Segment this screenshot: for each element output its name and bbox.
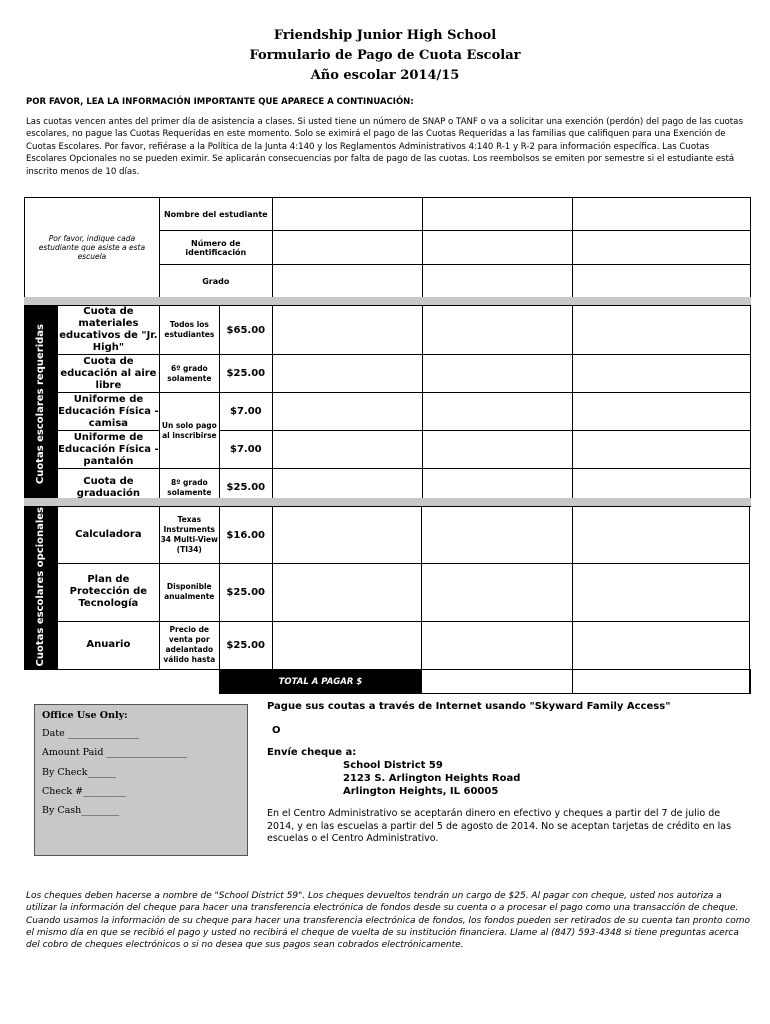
fee-applies-to: Un solo pago al inscribirse	[159, 393, 219, 469]
required-fees-table	[24, 305, 751, 507]
fee-entry-field[interactable]	[573, 431, 751, 469]
fee-entry-field[interactable]	[572, 621, 749, 670]
form-title: Formulario de Pago de Cuota Escolar	[249, 48, 521, 63]
fee-price: $25.00	[219, 469, 272, 507]
fee-applies-to: Todos los estudiantes	[159, 306, 219, 355]
student-id-label: Número de identificación	[159, 231, 272, 265]
fee-item-name: Cuota de educación al aire libre	[57, 355, 159, 393]
fee-entry-field[interactable]	[573, 355, 751, 393]
fee-price: $65.00	[219, 306, 272, 355]
fee-entry-field[interactable]	[272, 621, 421, 670]
fee-entry-field[interactable]	[272, 431, 422, 469]
online-payment-text: Pague sus coutas a través de Internet usando "Skyward Family Access"	[267, 701, 671, 712]
fee-applies-to: 8º grado solamente	[159, 469, 219, 507]
office-by-cash: By Cash________	[42, 805, 120, 816]
fee-item-name: Cuota de graduación	[57, 469, 159, 507]
optional-fees-table	[24, 506, 751, 694]
notice-heading: POR FAVOR, LEA LA INFORMACIÓN IMPORTANTE QUE APARECE A CONTINUACIÓN:	[26, 97, 414, 107]
fee-price: $7.00	[219, 393, 272, 431]
fee-applies-to: Texas Instruments 34 Multi-View (TI34)	[159, 507, 219, 564]
fee-entry-field[interactable]	[272, 355, 422, 393]
office-use-title: Office Use Only:	[42, 710, 128, 721]
mail-check-label: Envíe cheque a:	[267, 747, 357, 758]
fee-entry-field[interactable]	[422, 431, 573, 469]
fee-entry-field[interactable]	[573, 393, 751, 431]
fee-price: $25.00	[219, 621, 272, 670]
optional-section-label: Cuotas escolares opcionales	[25, 507, 58, 670]
fee-applies-to: 6º grado solamente	[159, 355, 219, 393]
fee-entry-field[interactable]	[422, 621, 572, 670]
fee-entry-field[interactable]	[422, 355, 573, 393]
student-info-table	[24, 197, 751, 298]
fee-price: $7.00	[219, 431, 272, 469]
grade-field-3[interactable]	[573, 265, 751, 298]
intro-paragraph: Las cuotas vencen antes del primer día de asistencia a clases. Si usted tiene un número de SNAP o TANF o va a solicitar una exención (perdón) del pago de las cuotas escolares, no pague las Cuotas Requeridas en este momento. Solo se eximirá el pago de las Cuotas Requeridas a las familias que califiquen para una Exención de Cuotas Escolares. Por favor, refiérase a la Política de la Junta 4:140 y los Reglamentos Administrativos 4:140 R-1 y R-2 para información específica. Las Cuotas Escolares Opcionales no se pueden eximir. Se aplicarán consecuencias por falta de pago de las cuotas. Los reembolsos se emiten por semestre si el estudiante está inscrito menos de 10 días.	[26, 117, 743, 177]
fee-entry-field[interactable]	[573, 306, 751, 355]
fee-entry-field[interactable]	[422, 393, 573, 431]
or-text: O	[272, 725, 281, 736]
admin-center-note: En el Centro Administrativo se aceptarán dinero en efectivo y cheques a partir del 7 de julio de 2014, y en las escuelas a partir del 5 de agosto de 2014. No se aceptan tarjetas de crédito en las escuelas o el Centro Administrativo.	[267, 808, 732, 844]
fee-entry-field[interactable]	[272, 564, 421, 621]
student-name-field-3[interactable]	[573, 198, 751, 231]
student-id-field-3[interactable]	[573, 231, 751, 265]
fee-price: $25.00	[219, 355, 272, 393]
fee-entry-field[interactable]	[272, 393, 422, 431]
office-use-box	[34, 704, 248, 856]
fee-applies-to: Disponible anualmente	[159, 564, 219, 621]
required-section-label: Cuotas escolares requeridas	[25, 306, 58, 507]
total-field[interactable]	[572, 670, 749, 694]
student-id-field-2[interactable]	[422, 231, 573, 265]
fee-price: $16.00	[219, 507, 272, 564]
total-field[interactable]	[422, 670, 572, 694]
fee-item-name: Uniforme de Educación Física - camisa	[58, 393, 159, 429]
student-name-field-1[interactable]	[272, 198, 422, 231]
fee-item-name: Plan de Protección de Tecnología	[57, 564, 159, 621]
fee-item-name: Cuota de materiales educativos de "Jr. High"	[59, 306, 158, 353]
office-amount-paid: Amount Paid _________________	[42, 747, 188, 758]
school-year: Año escolar 2014/15	[310, 68, 460, 83]
grade-field-2[interactable]	[422, 265, 573, 298]
office-date: Date _______________	[42, 728, 139, 739]
fee-entry-field[interactable]	[572, 507, 749, 564]
grade-label: Grado	[159, 265, 272, 298]
student-name-field-2[interactable]	[422, 198, 573, 231]
fee-entry-field[interactable]	[272, 507, 421, 564]
student-instruction: Por favor, indique cada estudiante que asiste a esta escuela	[25, 198, 160, 298]
address-line-1: School District 59	[343, 760, 443, 771]
student-id-field-1[interactable]	[272, 231, 422, 265]
school-name: Friendship Junior High School	[273, 28, 497, 43]
total-label: TOTAL A PAGAR $	[219, 670, 421, 694]
fee-entry-field[interactable]	[272, 306, 422, 355]
address-line-2: 2123 S. Arlington Heights Road	[343, 773, 521, 784]
address-line-3: Arlington Heights, IL 60005	[343, 786, 499, 797]
student-name-label: Nombre del estudiante	[159, 198, 272, 231]
office-by-check: By Check______	[42, 767, 116, 778]
fee-entry-field[interactable]	[422, 507, 572, 564]
fee-entry-field[interactable]	[572, 564, 749, 621]
fee-applies-to: Precio de venta por adelantado válido hasta	[159, 621, 219, 670]
fee-item-name: Uniforme de Educación Física - pantalón	[58, 431, 159, 467]
grade-field-1[interactable]	[272, 265, 422, 298]
fee-entry-field[interactable]	[422, 306, 573, 355]
fee-entry-field[interactable]	[422, 564, 572, 621]
section-divider	[24, 297, 751, 305]
total-field[interactable]	[750, 670, 751, 694]
fee-price: $25.00	[219, 564, 272, 621]
section-divider	[24, 498, 751, 506]
mailing-address	[343, 759, 520, 798]
office-check-number: Check #_________	[42, 786, 126, 797]
fee-item-name: Anuario	[57, 621, 159, 670]
check-policy-footer: Los cheques deben hacerse a nombre de "School District 59". Los cheques devueltos tendrán un cargo de $25. Al pagar con cheque, usted nos autoriza a utilizar la información del cheque para hacer una transferencia electrónica de fondos desde su cuenta o a procesar el pago como una transacción de cheque. Cuando usamos la información de su cheque para hacer una transferencia electrónica de fondos, los fondos pueden ser retirados de su cuenta tan pronto como el mismo día en que se recibió el pago y usted no recibirá el cheque de vuelta de su institución financiera. Llame al (847) 593-4348 si tiene preguntas acerca del cobro de cheques electrónicos o si no desea que sus pagos sean cobrados electrónicamente.	[26, 891, 751, 951]
fee-item-name: Calculadora	[57, 507, 159, 564]
